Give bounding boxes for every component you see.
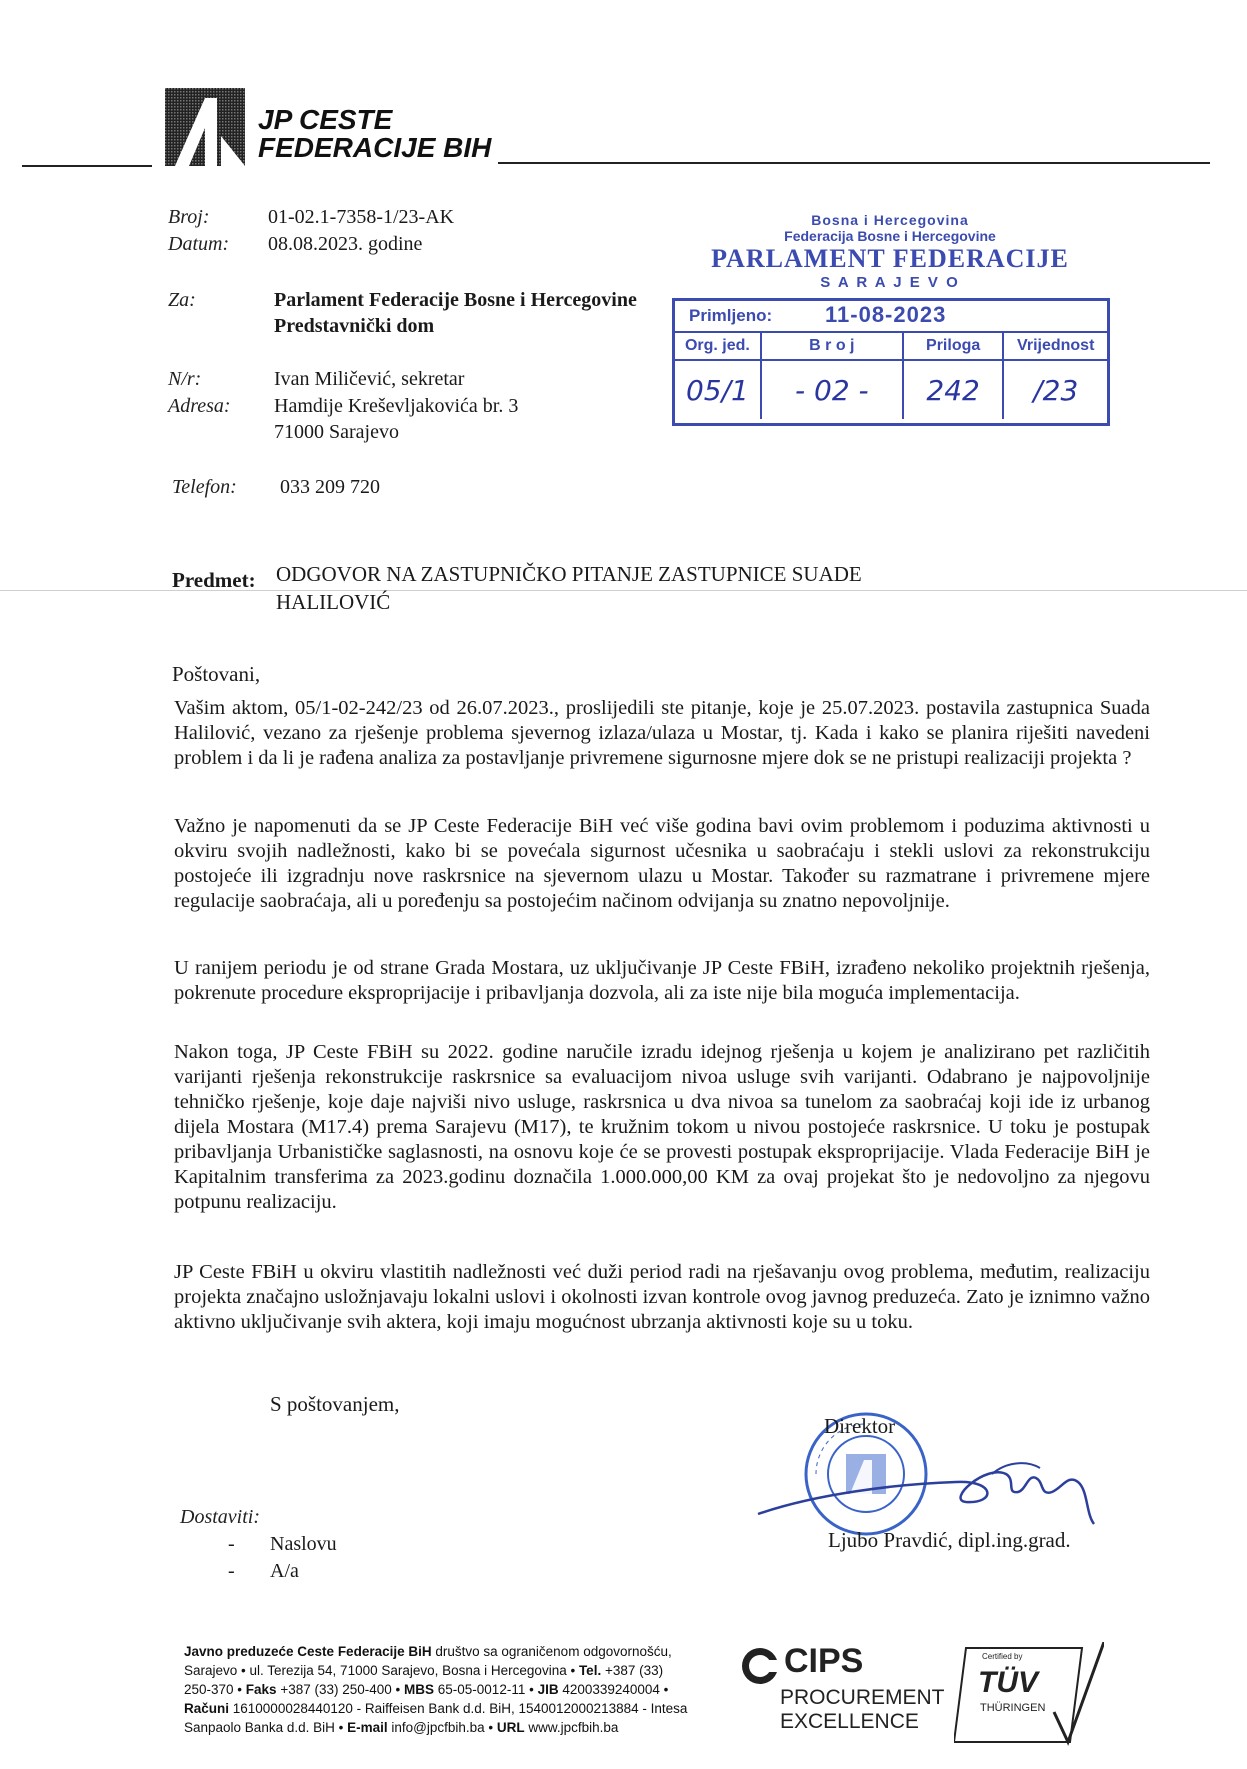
footer-racuni-label: Računi xyxy=(184,1701,230,1716)
paragraph-3: U ranijem periodu je od strane Grada Mostara, uz uključivanje JP Ceste FBiH, izrađeno nekoliko projektnih rješenja, pokrenute procedure eksproprijacije i pribavljanja dozvola, ali za iste nije bila moguća implementacija. xyxy=(174,957,1150,1004)
cips-certification xyxy=(740,1642,945,1733)
paragraph-2: Važno je napomenuti da se JP Ceste Federacije BiH već više godina bavi ovim problemom i poduzima aktivnosti u okviru svojih nadležnosti, kako bi se povećala sigurnost učesnika u saobraćaju i stekli uslovi za rekonstrukciju postojeće ili izgradnju nove raskrsnice na sjevernom ulazu u Mostar. Također su razmatrane i privremene mjere regulacije saobraćaja, ali u poređenju sa postojećim načinom odvijanja su znatno nepovoljnije. xyxy=(174,815,1150,912)
datum-value: 08.08.2023. godine xyxy=(268,233,423,255)
cips-title: CIPS xyxy=(784,1642,864,1680)
footer-tel-label: Tel. xyxy=(575,1663,602,1678)
footer-faks-value: +387 (33) 250-400 • xyxy=(276,1682,401,1697)
footer-email-label: E-mail xyxy=(343,1720,388,1735)
stamp-line2: Federacija Bosne i Hercegovine xyxy=(784,228,996,244)
distribution-bullet-1: - xyxy=(228,1533,235,1555)
nr-label: N/r: xyxy=(168,368,202,390)
footer-line5: Sanpaolo Banka d.d. BiH • xyxy=(184,1720,344,1735)
stamp-line3: PARLAMENT FEDERACIJE xyxy=(711,244,1069,273)
footer-url-label: URL xyxy=(493,1720,525,1735)
stamp-col-priloga: Priloga xyxy=(904,333,1005,359)
footer-faks-label: Faks xyxy=(242,1682,277,1697)
footer-tel-value: +387 (33) xyxy=(601,1663,664,1678)
recipient-line2: Predstavnički dom xyxy=(274,315,435,337)
letterhead-rule-right xyxy=(498,162,1210,164)
stamp-line1: Bosna i Hercegovina xyxy=(811,212,969,228)
paragraph-1: Vašim aktom, 05/1-02-242/23 od 26.07.2023., proslijedili ste pitanje, koje je 25.07.2023. postavila zastupnica Suada Halilović, vezano za rješenje problema sjevernog izlaza/ulaza u Mostar, tj. Kada i kako se planira riješiti navedeni problem i da li je rađena analiza za postavljanje privremene sigurnosne mjere dok se ne pristupi realizaciji projekta ? xyxy=(174,697,1150,769)
footer-mbs-value: 65-05-0012-11 • xyxy=(434,1682,534,1697)
stamp-col-org: Org. jed. xyxy=(675,333,762,359)
adresa-line1: Hamdije Kreševljakovića br. 3 xyxy=(274,395,519,417)
company-name-line2: FEDERACIJE BIH xyxy=(258,132,492,163)
stamp-received-date: 11-08-2023 xyxy=(825,302,947,327)
paragraph-5: JP Ceste FBiH u okviru vlastitih nadležnosti već duži period radi na rješavanju ovog problema, međutim, realizaciju projekta značajno usložnjavaju lokalni uslovi i okolnosti izvan kontrole ovog javnog preduzeća. Zato je iznimno važno aktivno uključivanje svih aktera, koji imaju mogućnost ubrzanja aktivnosti koje su u toku. xyxy=(174,1261,1150,1333)
greeting: Poštovani, xyxy=(172,662,261,686)
adresa-label: Adresa: xyxy=(168,395,231,417)
telefon-value: 033 209 720 xyxy=(280,476,380,498)
stamp-col-vrijednost: Vrijednost xyxy=(1017,337,1095,354)
footer-company-suffix: društvo sa ograničenom odgovornošću, xyxy=(431,1644,672,1659)
parliament-stamp-header xyxy=(670,212,1110,291)
tuv-top-text: Certified by xyxy=(982,1652,1023,1661)
stamp-received-row xyxy=(675,301,1107,333)
footer-jib-value: 4200339240004 • xyxy=(558,1682,669,1697)
tuv-name: TÜV xyxy=(978,1666,1038,1699)
paragraph-4: Nakon toga, JP Ceste FBiH su 2022. godine naručile izradu idejnog rješenja u kojem je analizirano pet različitih varijanti rješenja rekonstrukcije raskrsnice sa evaluacijom nivoa usluge svih varijanti. Odabrano je najpovoljnije tehničko rješenje, koje daje najviši nivo usluge, raskrsnica u dva nivoa sa tunelom za saobraćaj koji ide iz urbanog dijela Mostara (M17.4) prema Sarajevu (M17), te kružnim tokom u nivou postojeće raskrsnice. U toku je postupak pribavljanja Urbanističke saglasnosti, na osnovu koje će se provesti postupak eksproprijacije. Vlada Federacije BiH je Kapitalnim transferima za 2023.godinu doznačila 1.000.000,00 KM za ovaj projekat što je nedovoljno za njegovu potpunu realizaciju. xyxy=(174,1041,1150,1213)
tuv-certification xyxy=(954,1642,1104,1750)
distribution-item-2: A/a xyxy=(270,1560,299,1582)
broj-label: Broj: xyxy=(168,206,210,228)
footer-company-info xyxy=(184,1642,724,1737)
adresa-line2: 71000 Sarajevo xyxy=(274,421,399,443)
letterhead-rule-left xyxy=(22,165,152,167)
stamp-line4: S A R A J E V O xyxy=(820,274,960,291)
cips-line2: EXCELLENCE xyxy=(780,1710,919,1733)
stamp-val-vrijednost: /23 xyxy=(1033,373,1079,407)
nr-value: Ivan Miličević, sekretar xyxy=(274,368,465,390)
recipient-line1: Parlament Federacije Bosne i Hercegovine xyxy=(274,289,637,311)
company-name-line1: JP CESTE xyxy=(258,104,393,135)
stamp-columns-row xyxy=(675,333,1107,361)
tuv-region: THÜRINGEN xyxy=(980,1702,1046,1714)
closing: S poštovanjem, xyxy=(270,1392,400,1416)
broj-value: 01-02.1-7358-1/23-AK xyxy=(268,206,455,228)
subject-line1: ODGOVOR NA ZASTUPNIČKO PITANJE ZASTUPNICE SUADE xyxy=(276,562,862,586)
footer-company: Javno preduzeće Ceste Federacije BiH xyxy=(184,1644,432,1659)
cips-line1: PROCUREMENT xyxy=(780,1686,945,1709)
signatory-name: Ljubo Pravdić, dipl.ing.grad. xyxy=(828,1528,1071,1552)
signatory-title: Direktor xyxy=(824,1414,896,1438)
company-logo-icon xyxy=(165,88,245,166)
subject-label: Predmet: xyxy=(172,568,256,592)
parliament-stamp-box xyxy=(672,298,1110,426)
datum-label: Datum: xyxy=(168,233,230,255)
stamp-col-broj: B r o j xyxy=(762,333,904,359)
distribution-label: Dostaviti: xyxy=(180,1506,260,1528)
distribution-bullet-2: - xyxy=(228,1560,235,1582)
stamp-received-label: Primljeno: xyxy=(689,306,773,325)
za-label: Za: xyxy=(168,289,196,311)
footer-address: Sarajevo • ul. Terezija 54, 71000 Sarajevo, Bosna i Hercegovina • xyxy=(184,1663,576,1678)
footer-racuni-value: 1610000028440120 - Raiffeisen Bank d.d. BiH, 1540012000213884 - Intesa xyxy=(229,1701,688,1716)
footer-mbs-label: MBS xyxy=(400,1682,435,1697)
stamp-val-org: 05/1 xyxy=(675,361,762,419)
distribution-item-1: Naslovu xyxy=(270,1533,337,1555)
stamp-val-broj: - 02 - xyxy=(762,361,904,419)
stamp-val-priloga: 242 xyxy=(904,361,1005,419)
footer-url-value: www.jpcfbih.ba xyxy=(524,1720,619,1735)
footer-email-value: info@jpcfbih.ba • xyxy=(387,1720,494,1735)
footer-line3: 250-370 • xyxy=(184,1682,243,1697)
cips-logo-icon xyxy=(740,1646,780,1686)
telefon-label: Telefon: xyxy=(172,476,237,498)
footer-jib-label: JIB xyxy=(533,1682,559,1697)
subject-line2: HALILOVIĆ xyxy=(276,590,391,614)
stamp-values-row xyxy=(675,361,1107,419)
handwritten-signature-icon xyxy=(756,1444,1136,1534)
company-name xyxy=(258,106,491,162)
